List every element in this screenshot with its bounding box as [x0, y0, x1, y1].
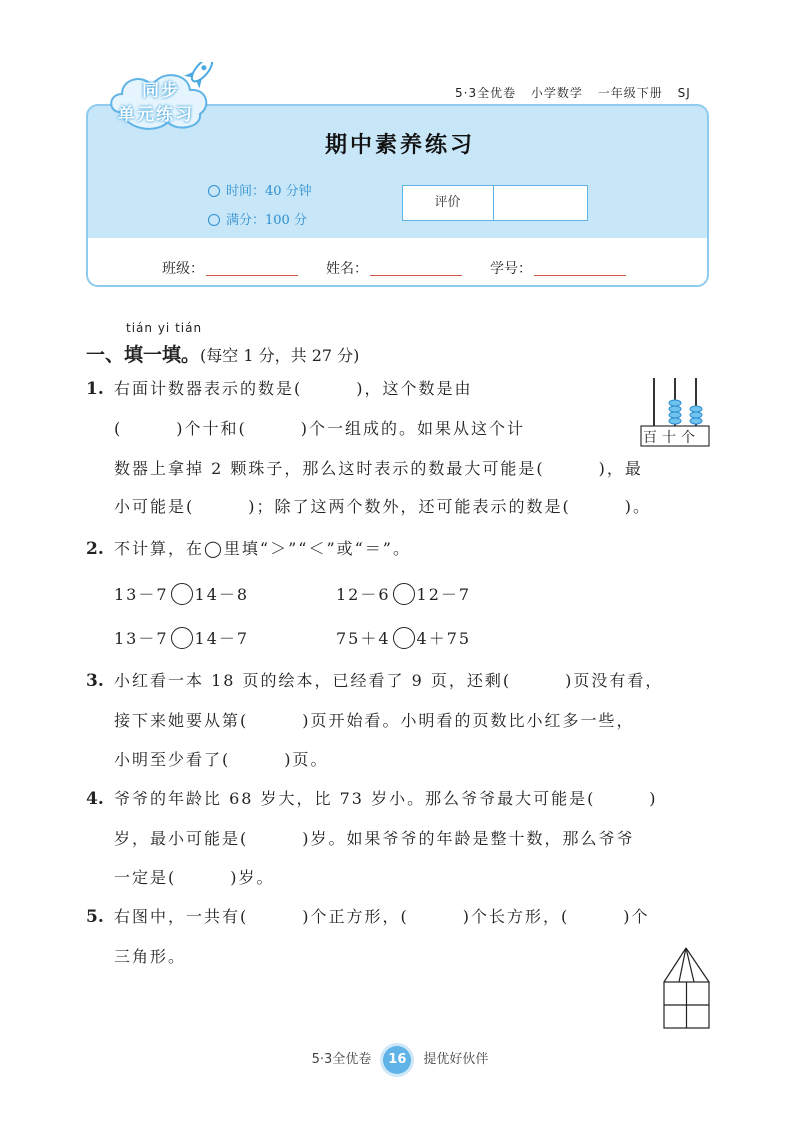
name-label: 姓名： [326, 261, 368, 277]
page-title: 期中素养练习 [324, 133, 475, 158]
student-id-label: 学号： [490, 261, 532, 277]
question-number: 1. [86, 379, 104, 399]
question-number: 5. [86, 907, 104, 927]
compare-circle[interactable] [171, 583, 193, 605]
rating-label: 评价 [402, 185, 494, 221]
house-shape-figure [662, 946, 712, 1030]
name-underline[interactable] [370, 275, 462, 276]
question-number: 3. [86, 671, 104, 691]
class-label: 班级： [162, 261, 204, 277]
q4-line: 爷爷的年龄比 68 岁大，比 73 岁小。那么爷爷最大可能是( ) [114, 789, 658, 808]
abacus-label: 百十个 [643, 430, 700, 446]
q1-line: 数器上拿掉 2 颗珠子，那么这时表示的数最大可能是( )，最 [114, 459, 643, 478]
q4-line: 岁，最小可能是( )岁。如果爷爷的年龄是整十数，那么爷爷 [114, 829, 635, 848]
compare-item [114, 627, 249, 650]
class-underline[interactable] [206, 275, 298, 276]
student-id-field[interactable] [490, 258, 626, 278]
book-meta [455, 84, 701, 101]
book-edition: SJ [677, 86, 691, 100]
compare-circle[interactable] [393, 583, 415, 605]
compare-right: 12－7 [416, 585, 472, 604]
q2-intro: 不计算，在◯里填“＞”“＜”或“＝”。 [114, 539, 411, 558]
compare-left: 13－7 [114, 629, 169, 648]
section-pinyin: tián yi tián [126, 321, 203, 335]
compare-right: 14－8 [194, 585, 250, 604]
student-id-underline[interactable] [534, 275, 626, 276]
class-field[interactable] [162, 258, 298, 278]
compare-right: 14－7 [194, 629, 250, 648]
full-score-text: 满分：100 分 [226, 213, 307, 228]
q1-line: ( )个十和( )个一组成的。如果从这个计 [114, 419, 525, 438]
section-title [86, 340, 359, 367]
footer-right-text: 提优好伙伴 [423, 1052, 489, 1067]
full-score [208, 209, 307, 228]
q3-line: 接下来她要从第( )页开始看。小明看的页数比小红多一些， [114, 711, 635, 730]
q1-line: 右面计数器表示的数是( )，这个数是由 [114, 379, 473, 398]
compare-left: 12－6 [336, 585, 391, 604]
compare-left: 75＋4 [336, 629, 391, 648]
badge-text-line2: 单元练习 [118, 105, 194, 125]
section-note: (每空 1 分，共 27 分) [200, 346, 360, 365]
question-number: 2. [86, 539, 104, 559]
section-heading: 一、填一填。 [86, 344, 201, 366]
time-limit [208, 180, 312, 199]
q1-line: 小可能是( )；除了这两个数外，还可能表示的数是( )。 [114, 497, 651, 516]
book-series: 5·3全优卷 [455, 86, 517, 100]
book-subject: 小学数学 [530, 86, 583, 100]
compare-circle[interactable] [171, 627, 193, 649]
time-limit-text: 时间：40 分钟 [226, 184, 312, 199]
compare-circle[interactable] [393, 627, 415, 649]
clock-icon [208, 185, 220, 197]
check-circle-icon [208, 214, 220, 226]
book-grade: 一年级下册 [597, 86, 663, 100]
q3-line: 小明至少看了( )页。 [114, 750, 329, 769]
compare-item [336, 627, 471, 650]
footer-left-text: 5·3全优卷 [311, 1052, 372, 1067]
name-field[interactable] [326, 258, 462, 278]
compare-item [114, 583, 249, 606]
badge-text-line1: 同步 [142, 81, 180, 101]
q4-line: 一定是( )岁。 [114, 868, 275, 887]
compare-item [336, 583, 471, 606]
q5-line: 右图中，一共有( )个正方形，( )个长方形，( )个 [114, 907, 650, 926]
page-number: 16 [383, 1046, 411, 1074]
q5-line: 三角形。 [114, 947, 187, 966]
page-footer [0, 1046, 800, 1074]
compare-left: 13－7 [114, 585, 169, 604]
q3-line: 小红看一本 18 页的绘本，已经看了 9 页，还剩( )页没有看， [114, 671, 664, 690]
question-number: 4. [86, 789, 104, 809]
compare-right: 4＋75 [416, 629, 472, 648]
